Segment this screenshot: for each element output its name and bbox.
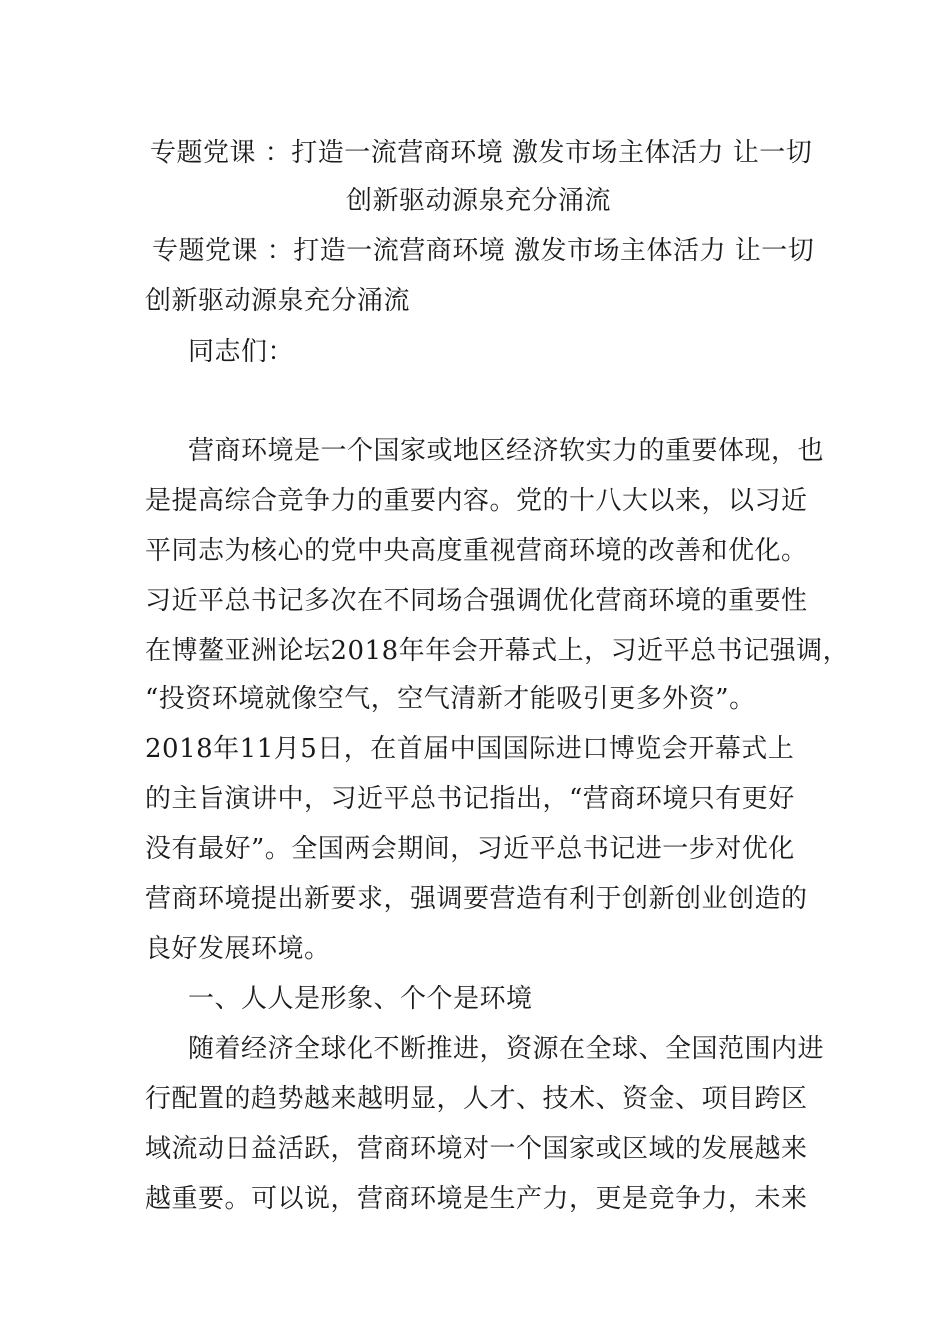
body-line-10: 营商环境提出新要求，强调要营造有利于创新创业创造的 xyxy=(145,884,808,914)
body-line-7: 2018年11月5日，在首届中国国际进口博览会开幕式上 xyxy=(145,734,795,764)
document-title-line-2: 创新驱动源泉充分涌流 xyxy=(346,186,612,216)
body-line-5: 在博鳌亚洲论坛2018年年会开幕式上，习近平总书记强调， xyxy=(145,636,850,666)
section-line-3: 域流动日益活跃，营商环境对一个国家或区域的发展越来 xyxy=(145,1134,808,1164)
body-line-2: 是提高综合竞争力的重要内容。党的十八大以来，以习近 xyxy=(145,486,808,516)
section-heading: 一、人人是形象、个个是环境 xyxy=(188,984,533,1014)
section-line-4: 越重要。可以说，营商环境是生产力，更是竞争力，未来 xyxy=(145,1184,808,1214)
section-line-2: 行配置的趋势越来越明显，人才、技术、资金、项目跨区 xyxy=(145,1084,808,1114)
document-title-line-1: 专题党课 ：打造一流营商环境 激发市场主体活力 让一切 xyxy=(150,138,813,168)
body-line-1: 营商环境是一个国家或地区经济软实力的重要体现，也 xyxy=(188,436,825,466)
section-line-1: 随着经济全球化不断推进，资源在全球、全国范围内进 xyxy=(188,1034,825,1064)
body-line-8: 的主旨演讲中，习近平总书记指出，“营商环境只有更好 xyxy=(145,784,795,814)
body-line-9: 没有最好”。全国两会期间，习近平总书记进一步对优化 xyxy=(145,834,795,864)
body-line-6: “投资环境就像空气，空气清新才能吸引更多外资”。 xyxy=(145,684,756,714)
subtitle-line-1: 专题党课 ：打造一流营商环境 激发市场主体活力 让一切 xyxy=(152,236,815,266)
body-line-11: 良好发展环境。 xyxy=(145,934,331,964)
subtitle-line-2: 创新驱动源泉充分涌流 xyxy=(145,286,411,316)
body-line-3: 平同志为核心的党中央高度重视营商环境的改善和优化。 xyxy=(145,536,808,566)
body-line-4: 习近平总书记多次在不同场合强调优化营商环境的重要性 xyxy=(145,586,808,616)
salutation: 同志们： xyxy=(188,337,295,367)
